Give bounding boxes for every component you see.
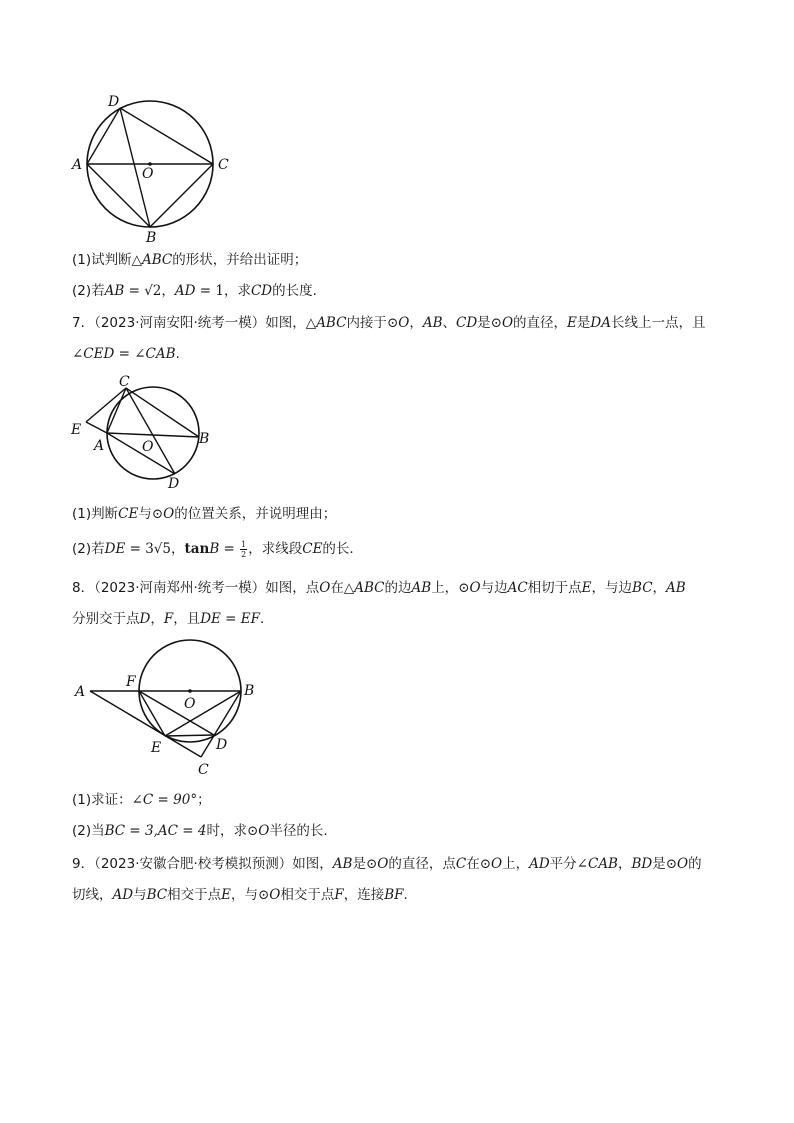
label-A: A (94, 438, 105, 454)
label-O: O (184, 696, 196, 712)
q7-stem-line2: ∠CED = ∠CAB. (72, 346, 180, 362)
q8-stem-line2: 分别交于点D，F，且DE = EF. (72, 611, 265, 627)
label-D: D (216, 737, 228, 753)
label-F: F (126, 674, 136, 690)
q9-stem-line2: 切线，AD与BC相交于点E，与⊙O相交于点F，连接BF. (72, 887, 408, 903)
q6-part2: (2)若AB = √2，AD = 1，求CD的长度. (72, 283, 317, 299)
label-B: B (146, 230, 157, 246)
figure-q8 (74, 636, 274, 778)
label-D: D (168, 476, 180, 492)
label-E: E (71, 422, 82, 438)
label-C: C (218, 157, 229, 173)
label-A: A (75, 684, 86, 700)
label-O: O (142, 439, 154, 455)
label-B: B (199, 431, 210, 447)
q8-part2: (2)当BC = 3,AC = 4时，求⊙O半径的长. (72, 823, 328, 839)
q7-part2: (2)若DE = 3√5，tanB = $\frac{1}{2}$ ，求线段CE的长. (72, 539, 354, 559)
label-D: D (108, 94, 120, 110)
q8-stem-line1: 8．（2023·河南郑州·统考一模）如图，点O在△ABC的边AB上，⊙O与边AC相切于点E，与边BC，AB (72, 580, 686, 596)
figure-q6 (70, 92, 240, 250)
q7-part1: (1)判断CE与⊙O的位置关系，并说明理由； (72, 506, 337, 522)
label-E: E (151, 740, 162, 756)
q6-part1: (1)试判断△ABC的形状，并给出证明； (72, 252, 308, 268)
q8-part1: (1)求证：∠C = 90°； (72, 792, 211, 808)
label-C: C (119, 374, 130, 390)
figure-q7 (68, 374, 228, 492)
label-A: A (72, 157, 83, 173)
q9-stem-line1: 9．（2023·安徽合肥·校考模拟预测）如图，AB是⊙O的直径，点C在⊙O上，AD平分∠CAB，BD是⊙O的 (72, 856, 702, 872)
label-C: C (198, 762, 209, 778)
fraction-one-half: $\frac{1}{2}$ (241, 539, 247, 559)
label-B: B (244, 683, 255, 699)
q7-stem-line1: 7．（2023·河南安阳·统考一模）如图，△ABC内接于⊙O，AB、CD是⊙O的直径，E是DA长线上一点，且 (72, 315, 706, 331)
label-O: O (142, 166, 154, 182)
